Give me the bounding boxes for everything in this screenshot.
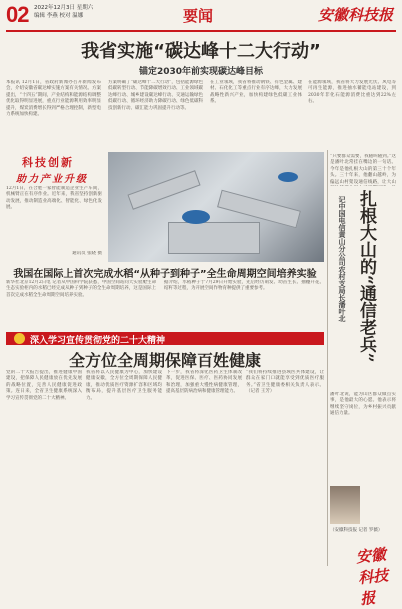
inset-title: 科技创新 — [22, 156, 74, 169]
issue-date: 2022年12月3日 星期六 — [34, 5, 94, 11]
section-title: 要闻 — [183, 7, 214, 25]
issue-meta — [34, 4, 93, 20]
lead-column-1: 本报讯 12月1日，省政府新闻办召开新闻发布会，介绍安徽省碳达峰实施方案有关情况。方案提出，“十四五”期间，产业结构和能源结构调整优化取得明显进展，重点行业能源利用效率明显提升，煤炭消费增长得到严格合理控制，新型电力系统加快构建。 — [6, 80, 101, 118]
inset-body: 12月1日，在合肥一家智能制造企业生产车间，机械臂正在有序作业。近年来，我省坚持创新驱动发展，推动制造业高端化、智能化、绿色化发展。 — [6, 186, 102, 211]
inset-credit: 通讯员 张晓 摄 — [72, 251, 102, 256]
topic-banner-text: 深入学习宣传贯彻党的二十大精神 — [30, 336, 166, 346]
inset-subtitle: 助力产业升级 — [16, 174, 88, 185]
factory-photo — [108, 152, 324, 262]
side-body-bottom: 潘叶北说，能为山区群众做点实事，是他最大的心愿。他表示将继续坚守岗位，为乡村振兴贡献通信力量。 — [330, 392, 396, 417]
portrait-photo — [330, 486, 360, 524]
lead-subheadline: 锚定2030年前实现碳达峰目标 — [138, 67, 264, 77]
lead-headline: 我省实施“碳达峰十二大行动” — [81, 41, 321, 62]
second-column-3: 下一步，我省将深化医药卫生体制改革，促进医保、医疗、医药协同发展和治理，加强重大慢性病健康管理，提高基层防病治病和健康管理能力。 — [166, 370, 242, 395]
column-divider — [327, 150, 328, 566]
masthead-logo: 安徽科技报 — [318, 6, 394, 24]
lead-column-4: 在能源领域，我省将大力发展光伏、风电等可再生能源，推进抽水蓄能电站建设，到2030年非化石能源消费比重达到22%左右。 — [308, 80, 396, 105]
second-column-4: “我们将持续推进县域医共体建设，让群众在家门口就能享受到优质医疗服务。”省卫生健康委相关负责人表示。（记者 王芳） — [246, 370, 324, 395]
photo-story-headline: 我国在国际上首次完成水稻“从种子到种子”全生命周期空间培养实验 — [13, 269, 317, 280]
side-headline: 扎根大山的“通信老兵” — [356, 190, 376, 363]
issue-editors: 编辑 李燕 校对 温娜 — [34, 13, 84, 19]
photo-story-body-2: 据介绍，水稻种子于7月29日开始实验，先后经历萌发、幼苗生长、抽穗开花、结籽等过程，为开展空间作物育种提供了重要参考。 — [164, 280, 324, 292]
lead-column-2: 方案明确了“碳达峰十二大行动”，包括能源绿色低碳转型行动、节能降碳增效行动、工业领域碳达峰行动、城乡建设碳达峰行动、交通运输绿色低碳行动、循环经济助力降碳行动、绿色低碳科技创新行动、碳汇能力巩固提升行动等。 — [108, 80, 203, 111]
second-column-1: 党的二十大报告提出，推进健康中国建设，把保障人民健康放在优先发展的战略位置，完善人民健康促进政策。连日来，全省卫生健康系统深入学习宣传贯彻党的二十大精神。 — [6, 370, 82, 401]
second-headline: 全方位全周期保障百姓健康 — [68, 351, 261, 370]
side-byline: （安徽科技报 记者 罗薇） — [330, 528, 383, 533]
header-rule — [6, 30, 396, 32]
party-emblem-icon — [14, 333, 25, 344]
lead-column-3: 在工业领域，我省将推动钢铁、有色金属、建材、石化化工等重点行业有序达峰，大力发展战略性新兴产业，加快构建绿色低碳工业体系。 — [210, 80, 302, 105]
second-column-2: 我省将以人民健康为中心，加快建设健康安徽，全方位全周期保障人民健康，推动优质医疗资源扩容和区域均衡布局，提升基层医疗卫生服务能力。 — [86, 370, 162, 401]
photo-story-body-1: 新华社北京12月2日电 记者从中国科学院获悉，中国空间站问天实验舱生命生态实验柜内的水稻已经完成从种子到种子的全生命周期培养，这是国际上首次完成水稻全生命周期空间培养实验。 — [6, 280, 156, 298]
side-subheadline: 记中国电信黄山分公司农村支局长潘叶北 — [338, 196, 346, 322]
side-body-top: “只要群众需要，我随叫随到。”这是潘叶北常挂在嘴边的一句话。今年是他扎根大山的第三十个年头。三十年来，他翻山越岭，为偏远山村架设通信线路，让大山 — [330, 154, 396, 185]
masthead-stamp: 安徽科技报 — [355, 545, 389, 609]
page-number: 02 — [6, 2, 29, 27]
